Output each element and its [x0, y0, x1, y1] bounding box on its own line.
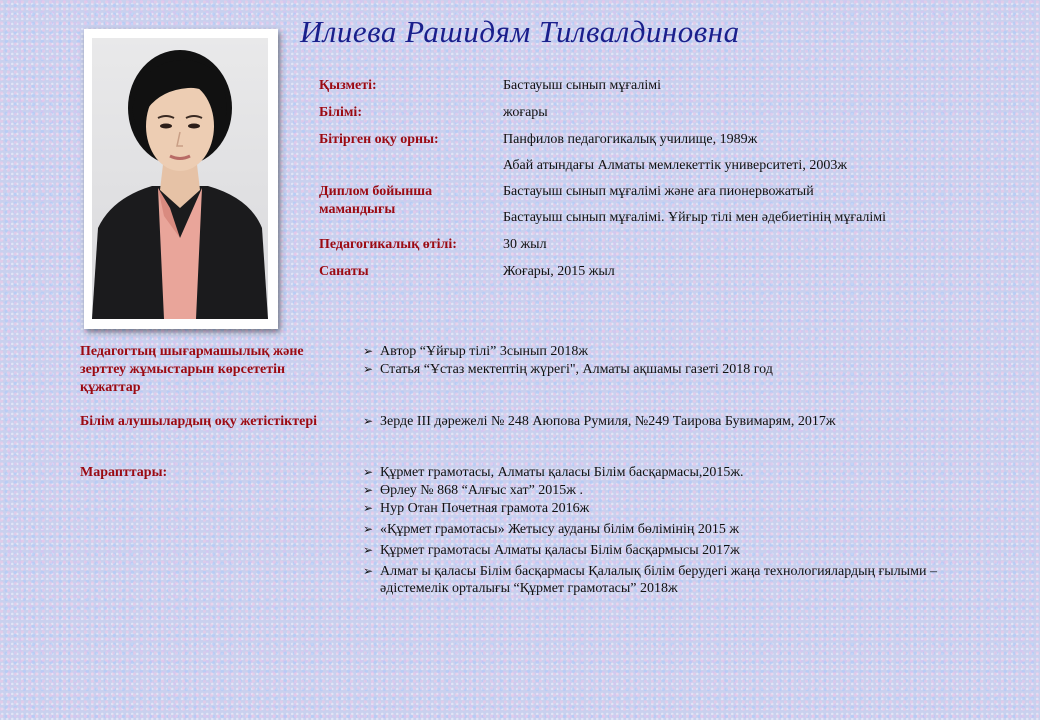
section-label: Марапттары: [80, 465, 168, 480]
info-value: жоғары [503, 105, 548, 120]
arrowhead-bullet-icon: ➢ [363, 414, 374, 428]
section-label: Білім алушылардың оқу жетістіктері [80, 414, 318, 429]
arrowhead-bullet-icon: ➢ [363, 522, 374, 536]
list-item: ➢ Статья “Ұстаз мектептің жүрегі", Алматы ақшамы газеті 2018 год [363, 362, 773, 377]
arrowhead-bullet-icon: ➢ [363, 564, 374, 578]
list-item: ➢ Құрмет грамотасы Алматы қаласы Білім басқармысы 2017ж [363, 543, 740, 558]
info-label: Білімі: [319, 105, 362, 120]
list-item: ➢ «Құрмет грамотасы» Жетысу ауданы білім бөлімінің 2015 ж [363, 522, 740, 537]
arrowhead-bullet-icon: ➢ [363, 483, 374, 497]
bullet-list [363, 413, 983, 431]
info-value: 30 жыл [503, 237, 547, 252]
portrait-photo [92, 38, 268, 319]
list-item: ➢ Құрмет грамотасы, Алматы қаласы Білім басқармасы,2015ж. [363, 465, 744, 480]
info-label: Санаты [319, 264, 369, 279]
section-label: Педагогтың шығармашылық және зерттеу жұмыстарын көрсететін құжаттар [80, 344, 304, 395]
list-item: ➢ Өрлеу № 868 “Алғыс хат” 2015ж . [363, 483, 583, 498]
portrait-frame [84, 29, 278, 329]
info-value: Абай атындағы Алматы мемлекеттік университеті, 2003ж [503, 158, 847, 173]
info-value: Панфилов педагогикалық училище, 1989ж [503, 132, 758, 147]
arrowhead-bullet-icon: ➢ [363, 344, 374, 358]
info-value: Бастауыш сынып мұғалімі. Ұйғыр тілі мен әдебиетінің мұғалімі [503, 210, 887, 225]
list-item: ➢ Нур Отан Почетная грамота 2016ж [363, 501, 590, 516]
bullet-list [363, 464, 983, 598]
arrowhead-bullet-icon: ➢ [363, 465, 374, 479]
arrowhead-bullet-icon: ➢ [363, 543, 374, 557]
list-item: ➢ Алмат ы қаласы Білім басқармасы Қалалық білім берудегі жаңа технологиялардың ғылыми – әдістемелік орталығы “Құрмет грамотасы” 2018ж [363, 564, 937, 596]
info-value: Бастауыш сынып мұғалімі және аға пионервожатый [503, 184, 814, 199]
bullet-list [363, 343, 983, 379]
list-item: ➢ Автор “Ұйғыр тілі” 3сынып 2018ж [363, 344, 589, 359]
arrowhead-bullet-icon: ➢ [363, 501, 374, 515]
info-label: Педагогикалық өтілі: [319, 237, 457, 252]
arrowhead-bullet-icon: ➢ [363, 362, 374, 376]
list-item: ➢ Зерде ІІІ дәрежелі № 248 Аюпова Румиля, №249 Таирова Бувимарям, 2017ж [363, 414, 836, 429]
info-value: Жоғары, 2015 жыл [503, 264, 615, 279]
info-value: Бастауыш сынып мұғалімі [503, 78, 662, 93]
page-title: Илиева Рашидям Тилвалдиновна [300, 14, 740, 49]
info-label: Диплом бойынша мамандығы [319, 184, 433, 217]
info-label: Қызметі: [319, 78, 377, 93]
info-label: Бітірген оқу орны: [319, 132, 439, 147]
